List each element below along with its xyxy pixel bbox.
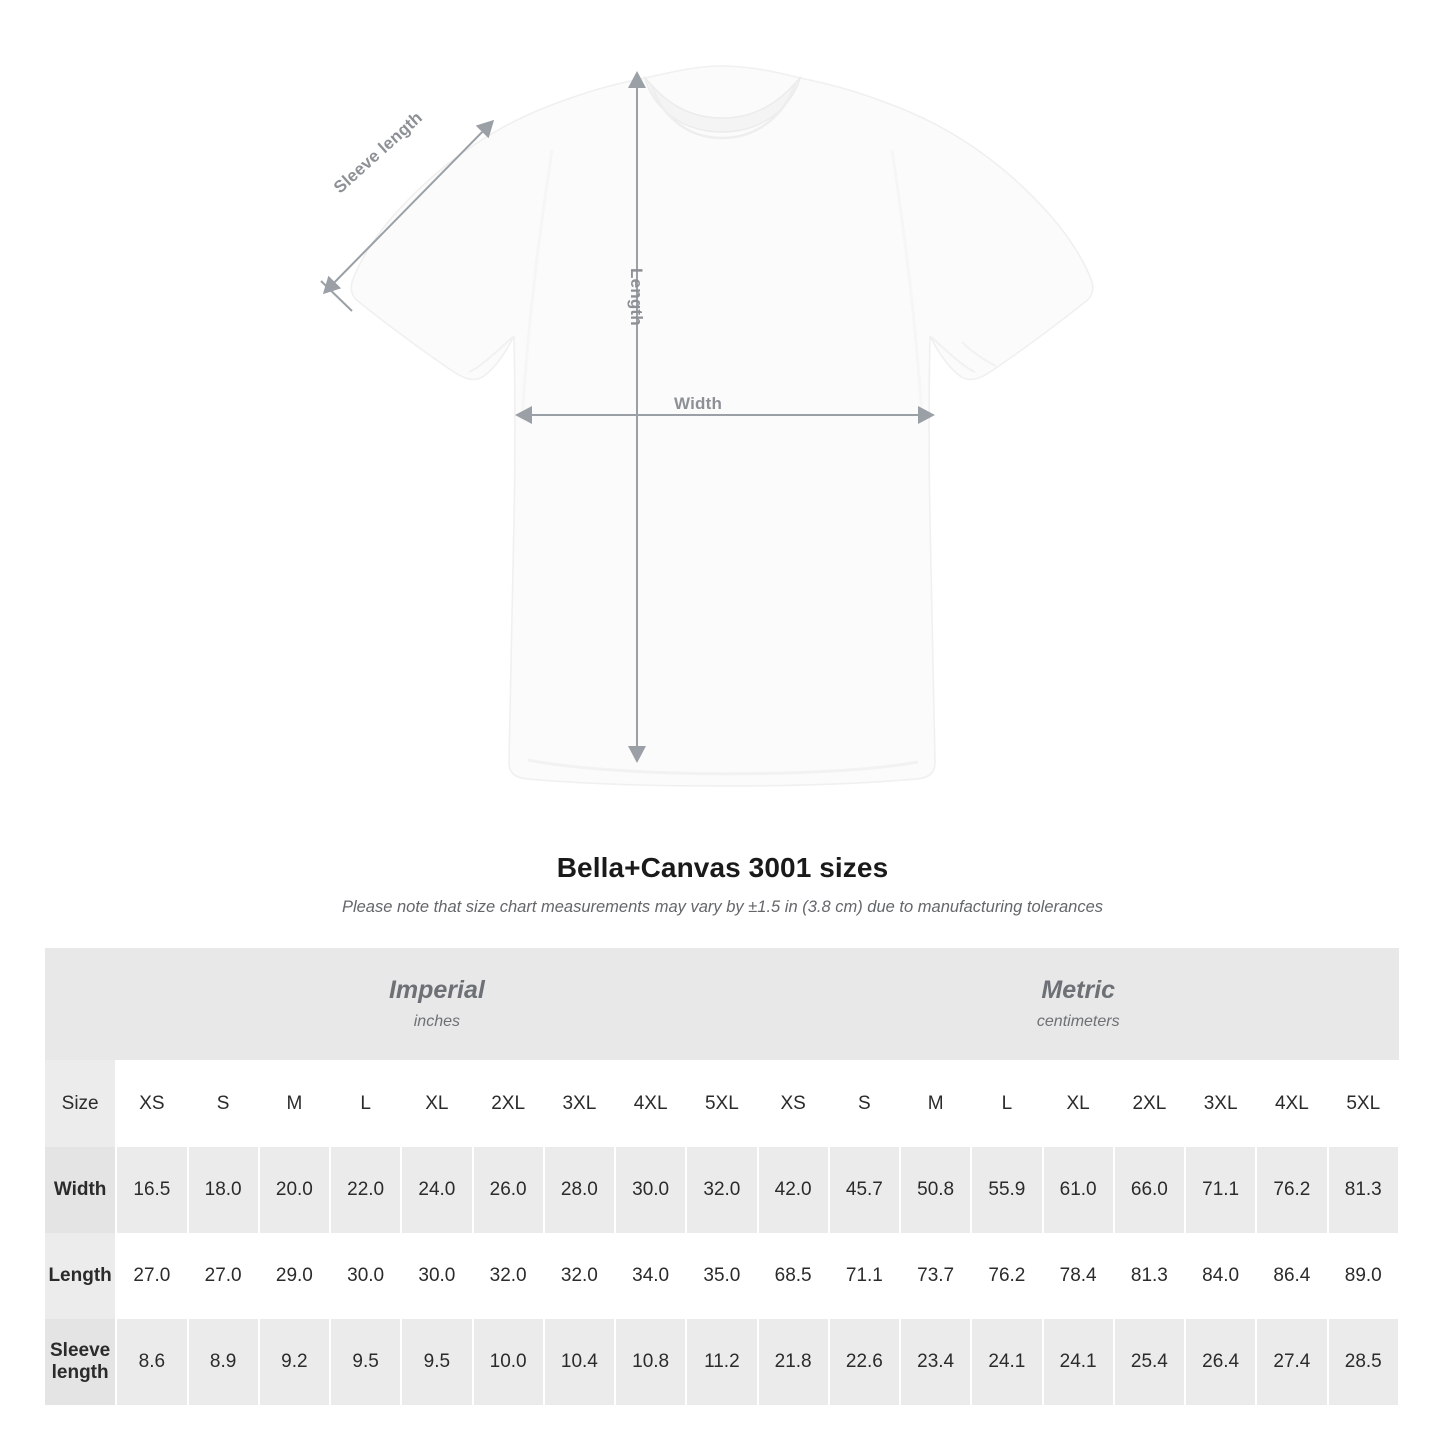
cell-width-metric-xl: 61.0 <box>1043 1147 1114 1233</box>
unit-group-spacer <box>45 948 116 1060</box>
cell-sleeve-metric-2xl: 25.4 <box>1114 1319 1185 1405</box>
tolerance-note: Please note that size chart measurements may vary by ±1.5 in (3.8 cm) due to manufacturing tolerances <box>341 898 1104 916</box>
table-row <box>45 1319 1399 1405</box>
size-header-metric-4xl: 4XL <box>1256 1060 1327 1147</box>
cell-width-metric-xs: 42.0 <box>758 1147 829 1233</box>
cell-length-metric-l: 76.2 <box>971 1233 1042 1319</box>
size-header-imperial-4xl: 4XL <box>615 1060 686 1147</box>
cell-width-imperial-xl: 24.0 <box>401 1147 472 1233</box>
table-row <box>45 1233 1399 1319</box>
size-header-imperial-l: L <box>330 1060 401 1147</box>
row-label-width: Width <box>45 1147 116 1233</box>
size-header-metric-s: S <box>829 1060 900 1147</box>
cell-sleeve-imperial-4xl: 10.8 <box>615 1319 686 1405</box>
cell-width-metric-m: 50.8 <box>900 1147 971 1233</box>
unit-group-metric <box>758 948 1400 1060</box>
size-header-imperial-2xl: 2XL <box>473 1060 544 1147</box>
cell-sleeve-imperial-m: 9.2 <box>259 1319 330 1405</box>
unit-group-imperial-name: Imperial <box>388 975 485 1004</box>
cell-length-imperial-2xl: 32.0 <box>473 1233 544 1319</box>
cell-sleeve-imperial-5xl: 11.2 <box>686 1319 757 1405</box>
cell-sleeve-metric-4xl: 27.4 <box>1256 1319 1327 1405</box>
cell-width-imperial-5xl: 32.0 <box>686 1147 757 1233</box>
cell-width-metric-3xl: 71.1 <box>1185 1147 1256 1233</box>
length-label: Length <box>627 268 646 326</box>
cell-sleeve-metric-s: 22.6 <box>829 1319 900 1405</box>
cell-length-imperial-m: 29.0 <box>259 1233 330 1319</box>
table-row <box>45 1147 1399 1233</box>
size-header-metric-2xl: 2XL <box>1114 1060 1185 1147</box>
cell-sleeve-imperial-xs: 8.6 <box>116 1319 187 1405</box>
cell-width-imperial-2xl: 26.0 <box>473 1147 544 1233</box>
cell-length-metric-m: 73.7 <box>900 1233 971 1319</box>
cell-width-metric-s: 45.7 <box>829 1147 900 1233</box>
unit-group-metric-sub: centimeters <box>1036 1013 1120 1031</box>
cell-sleeve-imperial-s: 8.9 <box>188 1319 259 1405</box>
cell-width-metric-l: 55.9 <box>971 1147 1042 1233</box>
size-header-row <box>45 1060 1399 1147</box>
unit-group-imperial-sub: inches <box>413 1013 460 1031</box>
size-header-metric-3xl: 3XL <box>1185 1060 1256 1147</box>
cell-width-metric-4xl: 76.2 <box>1256 1147 1327 1233</box>
cell-sleeve-imperial-2xl: 10.0 <box>473 1319 544 1405</box>
cell-length-imperial-5xl: 35.0 <box>686 1233 757 1319</box>
cell-width-metric-5xl: 81.3 <box>1328 1147 1400 1233</box>
cell-width-imperial-m: 20.0 <box>259 1147 330 1233</box>
cell-width-metric-2xl: 66.0 <box>1114 1147 1185 1233</box>
size-chart-table-wrap <box>0 948 1445 1405</box>
cell-length-metric-xs: 68.5 <box>758 1233 829 1319</box>
width-label: Width <box>674 394 723 413</box>
sleeve-length-end-tick <box>321 281 352 311</box>
size-header-metric-m: M <box>900 1060 971 1147</box>
row-label-sleeve-length: Sleeve length <box>45 1319 116 1405</box>
size-header-metric-l: L <box>971 1060 1042 1147</box>
cell-length-imperial-3xl: 32.0 <box>544 1233 615 1319</box>
cell-sleeve-metric-xs: 21.8 <box>758 1319 829 1405</box>
size-header-imperial-s: S <box>188 1060 259 1147</box>
page-title: Bella+Canvas 3001 sizes <box>556 852 889 883</box>
cell-sleeve-metric-m: 23.4 <box>900 1319 971 1405</box>
cell-sleeve-imperial-3xl: 10.4 <box>544 1319 615 1405</box>
cell-length-imperial-4xl: 34.0 <box>615 1233 686 1319</box>
size-header-metric-xs: XS <box>758 1060 829 1147</box>
size-header-imperial-xl: XL <box>401 1060 472 1147</box>
cell-sleeve-imperial-xl: 9.5 <box>401 1319 472 1405</box>
sleeve-length-label: Sleeve length <box>330 107 427 198</box>
cell-width-imperial-4xl: 30.0 <box>615 1147 686 1233</box>
cell-length-imperial-l: 30.0 <box>330 1233 401 1319</box>
cell-width-imperial-l: 22.0 <box>330 1147 401 1233</box>
cell-width-imperial-s: 18.0 <box>188 1147 259 1233</box>
size-header-imperial-m: M <box>259 1060 330 1147</box>
cell-sleeve-metric-xl: 24.1 <box>1043 1319 1114 1405</box>
size-header-metric-xl: XL <box>1043 1060 1114 1147</box>
cell-sleeve-metric-3xl: 26.4 <box>1185 1319 1256 1405</box>
unit-group-metric-name: Metric <box>1041 975 1116 1004</box>
cell-length-metric-xl: 78.4 <box>1043 1233 1114 1319</box>
unit-group-header-row <box>45 948 1399 1060</box>
unit-group-imperial <box>116 948 757 1060</box>
size-header-imperial-3xl: 3XL <box>544 1060 615 1147</box>
cell-length-metric-4xl: 86.4 <box>1256 1233 1327 1319</box>
cell-sleeve-metric-5xl: 28.5 <box>1328 1319 1400 1405</box>
cell-width-imperial-xs: 16.5 <box>116 1147 187 1233</box>
size-header-imperial-xs: XS <box>116 1060 187 1147</box>
cell-sleeve-metric-l: 24.1 <box>971 1319 1042 1405</box>
tshirt-shape <box>351 66 1092 786</box>
cell-length-imperial-xs: 27.0 <box>116 1233 187 1319</box>
size-chart-table <box>45 948 1400 1405</box>
cell-length-imperial-xl: 30.0 <box>401 1233 472 1319</box>
cell-length-metric-s: 71.1 <box>829 1233 900 1319</box>
cell-length-metric-5xl: 89.0 <box>1328 1233 1400 1319</box>
cell-width-imperial-3xl: 28.0 <box>544 1147 615 1233</box>
size-header-metric-5xl: 5XL <box>1328 1060 1400 1147</box>
cell-length-imperial-s: 27.0 <box>188 1233 259 1319</box>
cell-length-metric-2xl: 81.3 <box>1114 1233 1185 1319</box>
size-header-imperial-5xl: 5XL <box>686 1060 757 1147</box>
cell-sleeve-imperial-l: 9.5 <box>330 1319 401 1405</box>
size-header-label: Size <box>45 1060 116 1147</box>
row-label-length: Length <box>45 1233 116 1319</box>
cell-length-metric-3xl: 84.0 <box>1185 1233 1256 1319</box>
